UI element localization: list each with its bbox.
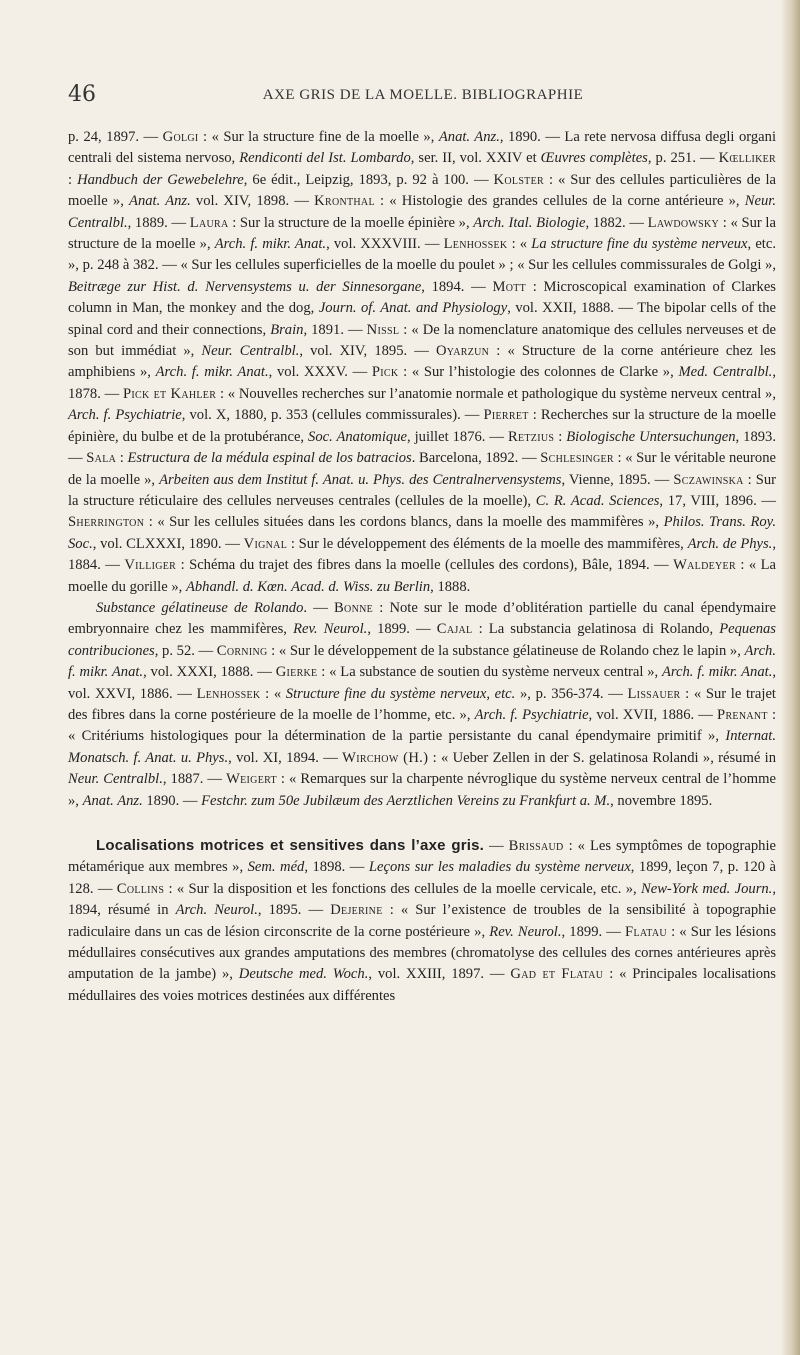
page-edge-shadow bbox=[782, 0, 800, 1355]
text-run: : « La moelle du gorille », bbox=[68, 557, 776, 595]
text-run: : « Sur les cellules situées dans les cordons blancs, dans la moelle des mammifères », bbox=[144, 514, 664, 531]
text-run: : Schéma du trajet des fibres dans la moelle (cellules des cordons), Bâle, 1894. — bbox=[176, 557, 674, 574]
citation-title: Arch. Ital. Biologie bbox=[473, 214, 586, 231]
citation-title: Arch. de Phys. bbox=[687, 535, 773, 552]
text-run: : Microscopical examination of Clarkes column in Man, the monkey and the dog, bbox=[68, 278, 776, 317]
author-name: Dejerine bbox=[330, 902, 383, 919]
citation-title: Œuvres complètes bbox=[540, 150, 648, 167]
text-run: : « La substance de soutien du système nerveux central », bbox=[317, 664, 662, 681]
text-run: , 1894. — bbox=[421, 278, 493, 295]
citation-title: Neur. Centralbl. bbox=[68, 771, 163, 788]
author-name: Pick et Kahler bbox=[122, 385, 217, 402]
text-run: : « Structure de la corne antérieure chez les amphibiens », bbox=[68, 343, 776, 381]
text-run: : Sur le développement des éléments de la moelle des mammifères, bbox=[287, 535, 688, 552]
text-run: : Sur la structure de la moelle épinière », bbox=[228, 214, 474, 231]
citation-title: Journ. of. Anat. and Physiology bbox=[318, 300, 508, 317]
text-run: : « Sur le développement de la substance gélatineuse de Rolando chez le lapin », bbox=[267, 642, 745, 659]
text-run: : « Sur l’histologie des colonnes de Clarke », bbox=[398, 364, 679, 381]
author-name: Corning bbox=[216, 642, 268, 659]
citation-title: Arch. Neurol. bbox=[175, 902, 258, 919]
author-name: Mott bbox=[492, 278, 527, 295]
text-run: , 1891. — bbox=[303, 321, 367, 338]
text-run: vol. XIV, 1898. — bbox=[190, 193, 315, 210]
text-run: , vol. XI, 1894. — bbox=[228, 749, 343, 766]
text-run: : « Remarques sur la charpente névroglique du système nerveux central de l’homme », bbox=[68, 771, 776, 809]
citation-title: Sem. méd bbox=[247, 859, 305, 876]
text-run: . — bbox=[303, 599, 335, 616]
text-run: , vol. XIV, 1895. — bbox=[299, 343, 436, 360]
author-name: Villiger bbox=[124, 557, 177, 574]
text-run: , 1894, résumé in bbox=[68, 880, 776, 919]
page-number: 46 bbox=[68, 82, 96, 107]
author-name: Waldeyer bbox=[673, 557, 736, 574]
author-name: Schlesinger bbox=[540, 450, 614, 467]
text-run: : « Nouvelles recherches sur l’anatomie normale et pathologique du système nerveux central », bbox=[216, 385, 776, 402]
text-run: : « De la nomenclature anatomique des cellules nerveuses et de son but immédiat », bbox=[68, 321, 777, 360]
citation-title: Anat. Anz. bbox=[82, 792, 143, 809]
text-run: : « Sur la disposition et les fonctions des cellules de la moelle cervicale, etc. », bbox=[164, 880, 641, 897]
author-name: Oyarzun bbox=[435, 343, 490, 360]
author-name: Gad et Flatau bbox=[510, 966, 604, 983]
text-run: , vol. XXXV. — bbox=[268, 364, 372, 381]
author-name: Pick bbox=[371, 364, 399, 381]
text-run: , vol. XXIII, 1897. — bbox=[368, 966, 511, 983]
author-name: Wirchow (H.) bbox=[342, 749, 429, 766]
text-run: . Barcelona, 1892. — bbox=[411, 450, 541, 467]
citation-title: Deutsche med. Woch. bbox=[238, 966, 369, 983]
text-run: : « Histologie des grandes cellules de la corne antérieure », bbox=[374, 193, 745, 210]
text-run: 1890. — bbox=[142, 792, 202, 809]
text-run: : « Ueber Zellen in der S. gelatinosa Rolandi », résumé in bbox=[428, 749, 776, 766]
text-run: », p. 356-374. — bbox=[515, 685, 628, 702]
paragraph-localisations bbox=[68, 835, 776, 1007]
text-run: : « bbox=[260, 685, 286, 702]
text-run: , 1898. — bbox=[304, 859, 369, 876]
citation-title: Internat. Monatsch. f. Anat. u. Phys. bbox=[68, 728, 776, 766]
text-run: , juillet 1876. — bbox=[406, 428, 508, 445]
citation-title: Anat. Anz. bbox=[129, 193, 191, 210]
citation-title: Neur. Centralbl. bbox=[201, 343, 300, 360]
citation-title: La structure fine du système nerveux bbox=[531, 236, 748, 253]
author-name: Lenhossek bbox=[196, 685, 261, 702]
citation-title: Estructura de la médula espinal de los batracios bbox=[127, 450, 412, 467]
text-run: , 1899. — bbox=[561, 923, 626, 940]
author-name: Collins bbox=[116, 880, 165, 897]
author-name: Sala bbox=[86, 450, 117, 467]
text-run: : Recherches sur la structure de la moelle épinière, du bulbe et de la protubérance, bbox=[68, 407, 776, 445]
citation-title: Arch. f. Psychiatrie bbox=[474, 706, 589, 723]
text-run: , 1878. — bbox=[68, 364, 776, 402]
citation-title: C. R. Acad. Sciences bbox=[535, 492, 660, 509]
citation-title: Pequenas contribuciones bbox=[68, 621, 776, 659]
text-run: : « Sur la structure fine de la moelle », bbox=[198, 129, 439, 145]
text-run: : Note sur le mode d’oblitération partielle du canal épendymaire embryonnaire chez les mammifères, bbox=[68, 599, 777, 638]
citation-title: Brain bbox=[270, 321, 304, 338]
text-run: : bbox=[116, 450, 128, 467]
author-name: Sherrington bbox=[68, 514, 145, 531]
author-name: Prenant bbox=[717, 706, 768, 723]
author-name: Bonne bbox=[334, 599, 374, 616]
author-name: Cajal bbox=[436, 621, 473, 638]
text-run: , 1899. — bbox=[367, 621, 437, 638]
text-run: , p. 251. — bbox=[647, 150, 719, 167]
author-name: Weigert bbox=[226, 771, 277, 788]
text-run: , 1893. — bbox=[68, 428, 776, 467]
text-run: : « Sur l’existence de troubles de la sensibilité à topographie radiculaire dans un cas de lésion circonscrite de la corne postérieure », bbox=[68, 902, 776, 940]
text-run: : La substancia gelatinosa di Rolando, bbox=[472, 621, 720, 638]
text-run: , vol. XVII, 1886. — bbox=[588, 706, 718, 723]
author-name: Kœlliker bbox=[718, 150, 776, 167]
section-heading: Localisations motrices et sensitives dans l’axe gris. bbox=[96, 837, 485, 854]
citation-title: Rendiconti del Ist. Lombardo, bbox=[239, 150, 415, 167]
text-run: , 1890. — La rete nervosa diffusa degli organi centrali del sistema nervoso, bbox=[68, 129, 776, 167]
author-name: Retzius bbox=[507, 428, 555, 445]
author-name: Lawdowsky bbox=[647, 214, 720, 231]
text-run: , 1882. — bbox=[585, 214, 648, 231]
paragraph-substance-gelatineuse bbox=[68, 598, 776, 812]
text-run: : « Sur des cellules particulières de la moelle », bbox=[68, 171, 777, 210]
text-run: : Sur la structure réticulaire des cellules nerveuses centrales (cellules de la moelle), bbox=[68, 471, 777, 509]
author-name: Golgi bbox=[162, 129, 199, 145]
author-name: Vignal bbox=[243, 535, 288, 552]
text-run: , 1899, leçon 7, p. 120 à 128. — bbox=[68, 859, 776, 897]
citation-title: Rev. Neurol. bbox=[489, 923, 562, 940]
text-run: p. 24, 1897. — bbox=[68, 129, 163, 145]
citation-title: New-York med. Journ. bbox=[640, 880, 773, 897]
citation-title: Handbuch der Gewebelehre bbox=[77, 171, 244, 188]
citation-title: Neur. Centralbl. bbox=[68, 193, 776, 231]
author-name: Nissl bbox=[366, 321, 400, 338]
text-run: : « Sur le trajet des fibres dans la corne postérieure de la moelle de l’homme, etc. », bbox=[68, 685, 776, 723]
text-run: : « Critériums histologiques pour la détermination de la partie persistante du canal épendymaire primitif », bbox=[68, 706, 776, 745]
text-run: — bbox=[484, 838, 509, 854]
citation-title: Philos. Trans. Roy. Soc. bbox=[68, 514, 776, 552]
author-name: Laura bbox=[189, 214, 229, 231]
citation-title: Arch. f. mikr. Anat. bbox=[661, 664, 773, 681]
text-run: ser. II, vol. XXIV et bbox=[414, 150, 541, 167]
text-run: , Vienne, 1895. — bbox=[561, 471, 674, 488]
author-name: Kronthal bbox=[314, 193, 375, 210]
text-run: , 1888. bbox=[430, 578, 471, 595]
citation-title: Beitræge zur Hist. d. Nervensystems u. der Sinnesorgane bbox=[68, 278, 422, 295]
citation-title: Abhandl. d. Kœn. Acad. d. Wiss. zu Berlin bbox=[185, 578, 431, 595]
author-name: Lissauer bbox=[627, 685, 681, 702]
citation-title: Arch. f. mikr. Anat. bbox=[68, 642, 776, 681]
text-run: : « Sur les lésions médullaires consécutives aux grandes amputations des membres (chromatolyse des cellules des cornes antérieures après amputation de la jambe) », bbox=[68, 923, 777, 983]
citation-title: Leçons sur les maladies du système nerveux bbox=[368, 859, 631, 876]
page-header bbox=[68, 82, 778, 112]
citation-title: Arbeiten aus dem Institut f. Anat. u. Phys. des Centralnervensystems bbox=[159, 471, 562, 488]
text-run: , 1895. — bbox=[257, 902, 331, 919]
author-name: Gierke bbox=[275, 664, 318, 681]
citation-title: Anat. Anz. bbox=[438, 129, 500, 145]
citation-title: Arch. f. mikr. Anat. bbox=[214, 236, 327, 253]
text-run: : « Sur le véritable neurone de la moelle », bbox=[68, 450, 776, 488]
citation-title: Med. Centralbl. bbox=[678, 364, 773, 381]
text-run: , vol. X, 1880, p. 353 (cellules commissurales). — bbox=[181, 407, 484, 424]
text-run: , vol. XXXI, 1888. — bbox=[143, 664, 276, 681]
text-run: : bbox=[68, 171, 78, 188]
paragraph-general-histology bbox=[68, 127, 776, 598]
citation-title: Arch. f. mikr. Anat. bbox=[155, 364, 269, 381]
citation-title: Rev. Neurol. bbox=[293, 621, 368, 638]
text-run: , vol. XXXVIII. — bbox=[326, 236, 444, 253]
author-name: Flatau bbox=[625, 923, 667, 940]
text-run: , 6e édit., Leipzig, 1893, p. 92 à 100. — bbox=[243, 171, 494, 188]
citation-title: Biologische Untersuchungen bbox=[566, 428, 736, 445]
text-run: : « Les symptômes de topographie métamérique aux membres », bbox=[68, 838, 776, 876]
author-name: Pierret bbox=[483, 407, 529, 424]
text-run: , etc. », p. 248 à 382. — « Sur les cellules superficielles de la moelle du poulet » ; « Sur les cellules commissurales de Golgi », bbox=[68, 236, 776, 274]
text-run: , novembre 1895. bbox=[610, 792, 713, 809]
citation-title: Festchr. zum 50e Jubilæum des Aerztlichen Vereins zu Frankfurt a. M. bbox=[201, 792, 611, 809]
citation-title: Structure fine du système nerveux, etc. bbox=[285, 685, 516, 702]
text-run: , 17, VIII, 1896. — bbox=[659, 492, 777, 509]
author-name: Brissaud bbox=[508, 838, 564, 854]
text-run: , 1884. — bbox=[68, 535, 776, 574]
text-run: : bbox=[554, 428, 567, 445]
citation-title: Arch. f. Psychiatrie bbox=[68, 407, 182, 424]
text-run: : « Sur la structure de la moelle », bbox=[68, 214, 776, 253]
text-run: , p. 52. — bbox=[154, 642, 217, 659]
bibliography-text bbox=[68, 127, 776, 1007]
author-name: Sczawinska bbox=[673, 471, 744, 488]
citation-title: Soc. Anatomique bbox=[308, 428, 407, 445]
text-run: : « bbox=[507, 236, 532, 253]
citation-title: Substance gélatineuse de Rolando bbox=[96, 599, 304, 616]
text-run: : « Principales localisations médullaires des voies motrices destinées aux différentes bbox=[68, 966, 776, 1004]
text-run: , vol. CLXXXI, 1890. — bbox=[92, 535, 244, 552]
text-run: , vol. XXII, 1888. — The bipolar cells of the spinal cord and their connections, bbox=[68, 300, 776, 338]
text-run: , 1889. — bbox=[127, 214, 190, 231]
author-name: Lenhossek bbox=[443, 236, 508, 253]
running-title: AXE GRIS DE LA MOELLE. BIBLIOGRAPHIE bbox=[262, 87, 584, 103]
text-run: , 1887. — bbox=[162, 771, 227, 788]
text-run: , vol. XXVI, 1886. — bbox=[68, 664, 777, 702]
author-name: Kolster bbox=[493, 171, 544, 188]
